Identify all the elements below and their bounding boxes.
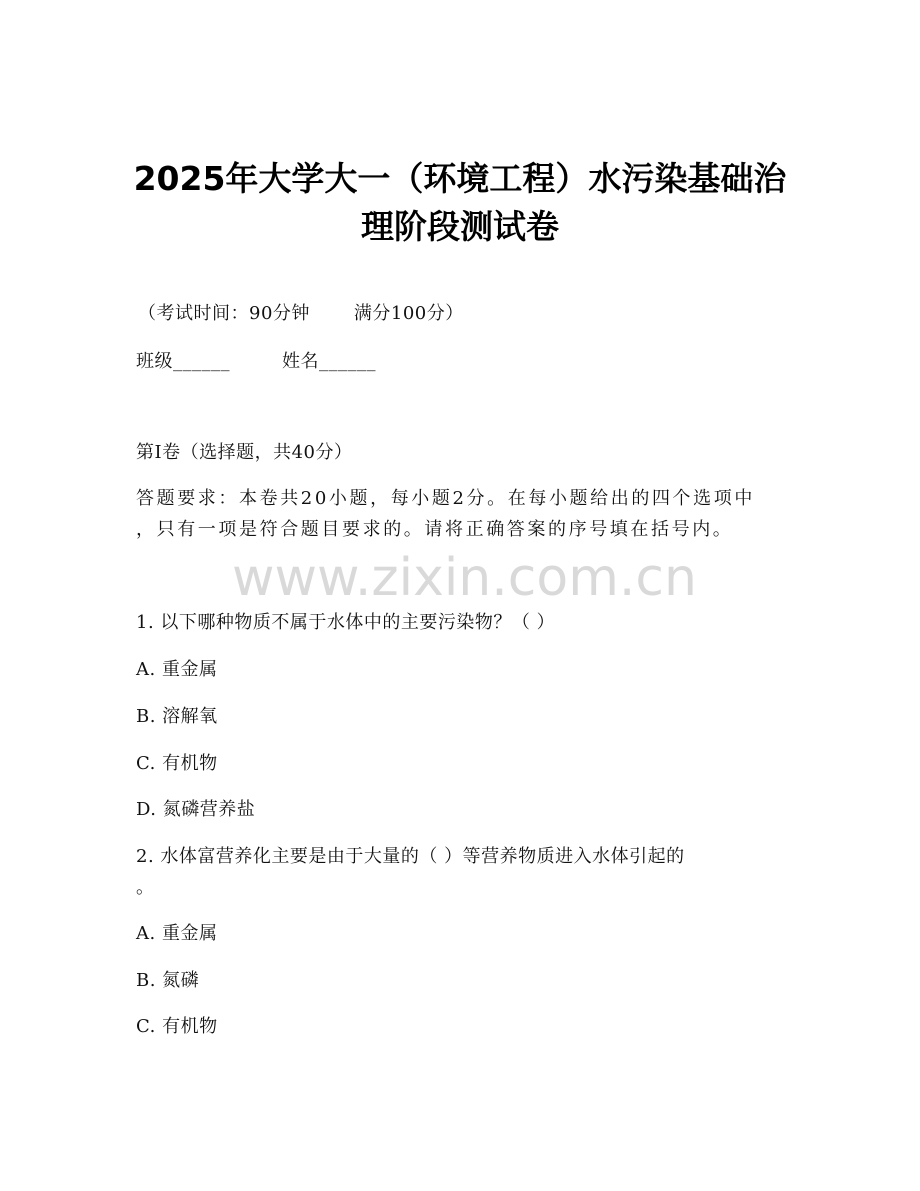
section-heading: 第I卷（选择题，共40分） (136, 442, 353, 463)
exam-title-line-2: 理阶段测试卷 (361, 207, 559, 246)
class-blank: ______ (173, 351, 230, 372)
site-watermark: www.zixin.com.cn (232, 548, 697, 608)
section-instructions-line-2: ，只有一项是符合题目要求的。请将正确答案的序号填在括号内。 (136, 519, 734, 540)
question-2-stem-continued: 。 (136, 877, 155, 898)
exam-time-label: （考试时间：90分钟 (138, 303, 310, 324)
question-2-option-b: B. 氮磷 (136, 970, 200, 991)
name-blank: ______ (319, 351, 376, 372)
student-fields (136, 350, 376, 374)
exam-score-label: 满分100分） (353, 303, 464, 324)
question-1-stem: 1. 以下哪种物质不属于水体中的主要污染物？（ ） (136, 612, 556, 633)
name-label: 姓名 (282, 351, 319, 372)
question-1-option-d: D. 氮磷营养盐 (136, 799, 256, 820)
exam-info (138, 302, 464, 326)
question-1-option-b: B. 溶解氧 (136, 706, 218, 727)
question-2-option-a: A. 重金属 (136, 923, 218, 944)
exam-title-line-1: 2025年大学大一（环境工程）水污染基础治 (133, 159, 787, 198)
question-2-option-c: C. 有机物 (136, 1016, 218, 1037)
section-instructions-line-1: 答题要求：本卷共20小题，每小题2分。在每小题给出的四个选项中 (136, 488, 755, 509)
question-1-option-c: C. 有机物 (136, 753, 218, 774)
class-label: 班级 (136, 351, 173, 372)
question-2-stem: 2. 水体富营养化主要是由于大量的（ ）等营养物质进入水体引起的 (136, 846, 685, 867)
question-1-option-a: A. 重金属 (136, 659, 218, 680)
